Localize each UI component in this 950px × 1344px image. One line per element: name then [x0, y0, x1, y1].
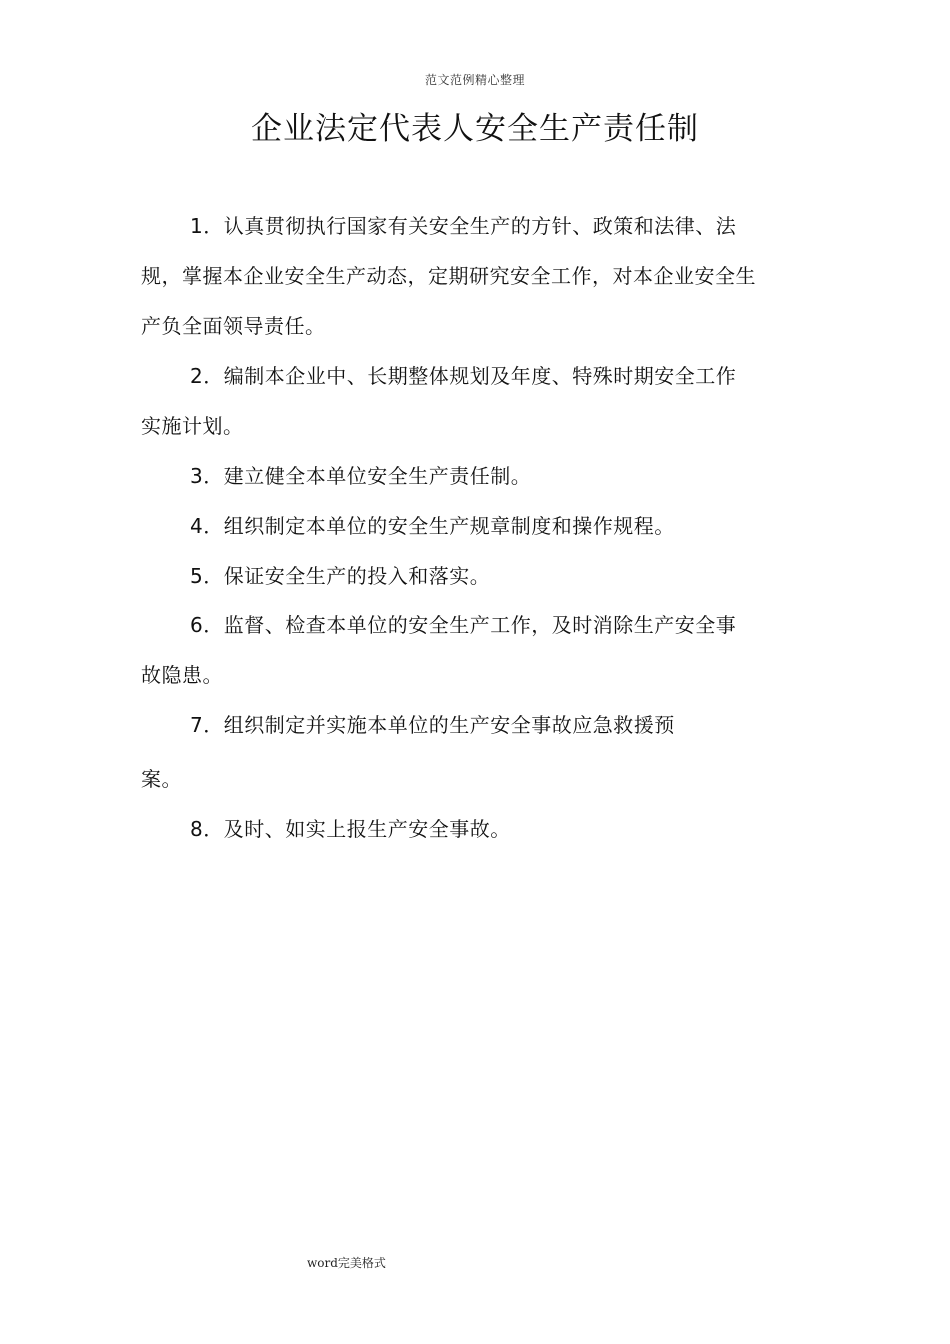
paragraph-7-line-2: 案。 — [141, 767, 182, 791]
paragraph-2-line-1: 2．编制本企业中、长期整体规划及年度、特殊时期安全工作 — [190, 364, 737, 388]
paragraph-7-line-1: 7．组织制定并实施本单位的生产安全事故应急救援预 — [190, 713, 675, 737]
paragraph-5: 5．保证安全生产的投入和落实。 — [190, 564, 491, 588]
paragraph-1-line-1: 1．认真贯彻执行国家有关安全生产的方针、政策和法律、法 — [190, 214, 737, 238]
paragraph-2-line-2: 实施计划。 — [141, 414, 244, 438]
paragraph-6-line-2: 故隐患。 — [141, 663, 223, 687]
paragraph-8: 8．及时、如实上报生产安全事故。 — [190, 817, 511, 841]
paragraph-1-line-3: 产负全面领导责任。 — [141, 314, 326, 338]
document-title: 企业法定代表人安全生产责任制 — [251, 111, 699, 147]
footer-note: word完美格式 — [307, 1256, 386, 1270]
header-note: 范文范例精心整理 — [424, 73, 525, 87]
paragraph-6-line-1: 6．监督、检查本单位的安全生产工作，及时消除生产安全事 — [190, 613, 737, 637]
paragraph-3: 3．建立健全本单位安全生产责任制。 — [190, 464, 532, 488]
paragraph-1-line-2: 规，掌握本企业安全生产动态，定期研究安全工作，对本企业安全生 — [141, 264, 756, 288]
paragraph-4: 4．组织制定本单位的安全生产规章制度和操作规程。 — [190, 514, 675, 538]
